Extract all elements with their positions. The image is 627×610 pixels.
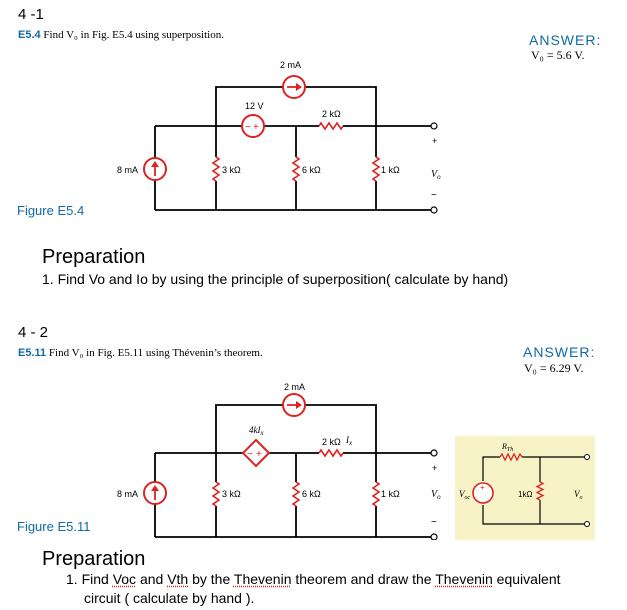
thevenin-rload-label: 1kΩ <box>518 490 533 499</box>
resistor-6k-symbol-2 <box>293 482 299 506</box>
section1-answer-value: V₀ = 5.6 V. <box>531 48 585 62</box>
label-series-r: 2 kΩ <box>322 109 341 119</box>
label-r3: 1 kΩ <box>381 165 400 175</box>
circuit-e5-11 <box>0 370 627 540</box>
section2-number: 4 - 2 <box>18 324 49 341</box>
terminal-top-2 <box>431 450 437 456</box>
label-ix: $I_x$ <box>346 435 353 447</box>
section1-answer-title: ANSWER: <box>529 32 602 48</box>
series-resistor-symbol <box>319 123 343 129</box>
label-top-source: 2 mA <box>280 60 302 70</box>
label-dep-source: 12 V <box>245 101 264 111</box>
section2-prep-item-line2: circuit ( calculate by hand ). <box>84 590 255 606</box>
section2-exercise-text: Find V₀ in Fig. E5.11 using Thévenin’s theorem. <box>48 347 263 359</box>
label-plus-2: + <box>432 463 438 473</box>
svg-text:+: + <box>253 122 259 133</box>
thevenin-voc-label: $V_{oc}$ <box>459 489 471 501</box>
voltage-source-symbol <box>242 115 264 137</box>
label-left-source: 8 mA <box>117 165 139 175</box>
resistor-3k-symbol <box>213 157 219 181</box>
label-r3-2: 1 kΩ <box>381 489 400 499</box>
section2-figure-caption: Figure E5.11 <box>17 519 91 534</box>
svg-text:−: − <box>245 122 251 133</box>
label-series-r-2: 2 kΩ <box>322 437 341 447</box>
section2-prep-item: 1. Find Voc and Vth by the Thevenin theorem and draw the Thevenin equivalent <box>66 571 561 587</box>
svg-text:−: − <box>247 449 253 460</box>
left-current-source-symbol <box>144 158 166 180</box>
thevenin-vo-label: $V_o$ <box>574 489 583 501</box>
label-minus-2: − <box>431 517 437 528</box>
left-current-source-symbol-2 <box>144 482 166 504</box>
section2-answer-title: ANSWER: <box>523 344 596 360</box>
dependent-source-symbol <box>243 440 269 466</box>
label-plus: + <box>432 136 438 146</box>
label-left-source-2: 8 mA <box>117 489 139 499</box>
label-minus: − <box>431 190 437 201</box>
section2-exercise-id: E5.11 <box>18 347 47 359</box>
terminal-top <box>431 123 437 129</box>
svg-text:+: + <box>480 483 485 492</box>
label-vo: $V_o$ <box>431 169 441 181</box>
label-r1: 3 kΩ <box>222 165 241 175</box>
label-r1-2: 3 kΩ <box>222 489 241 499</box>
thevenin-rth-label: $R_{Th}$ <box>502 442 514 453</box>
section2-prep-heading: Preparation <box>42 548 146 570</box>
thevenin-panel <box>455 436 595 540</box>
section1-figure-caption: Figure E5.4 <box>17 203 85 218</box>
top-current-source-symbol <box>283 76 305 98</box>
svg-text:+: + <box>256 449 262 460</box>
section2-exercise <box>18 347 263 359</box>
label-r2: 6 kΩ <box>302 165 321 175</box>
label-dep-source-2: $4kI_x$ <box>249 425 264 437</box>
section1-exercise-id: E5.4 <box>18 29 41 41</box>
section1-prep-heading: Preparation <box>42 246 146 268</box>
resistor-3k-symbol-2 <box>213 482 219 506</box>
label-vo-2: $V_o$ <box>431 489 441 501</box>
terminal-bottom <box>431 207 437 213</box>
resistor-6k-symbol <box>293 157 299 181</box>
section1-prep-item: 1. Find Vo and Io by using the principle of superposition( calculate by hand) <box>42 271 509 287</box>
section1-number: 4 -1 <box>18 6 44 23</box>
label-top-source-2: 2 mA <box>284 382 306 392</box>
circuit-e5-4 <box>0 0 627 230</box>
section2-answer-value: V₀ = 6.29 V. <box>524 361 584 375</box>
series-resistor-symbol-2 <box>319 450 343 456</box>
resistor-1k-symbol-2 <box>373 482 379 506</box>
resistor-1k-symbol <box>373 157 379 181</box>
terminal-bottom-2 <box>431 534 437 540</box>
section1-exercise-text: Find V₀ in Fig. E5.4 using superposition. <box>43 29 224 41</box>
top-current-source-symbol-2 <box>283 394 305 416</box>
label-r2-2: 6 kΩ <box>302 489 321 499</box>
